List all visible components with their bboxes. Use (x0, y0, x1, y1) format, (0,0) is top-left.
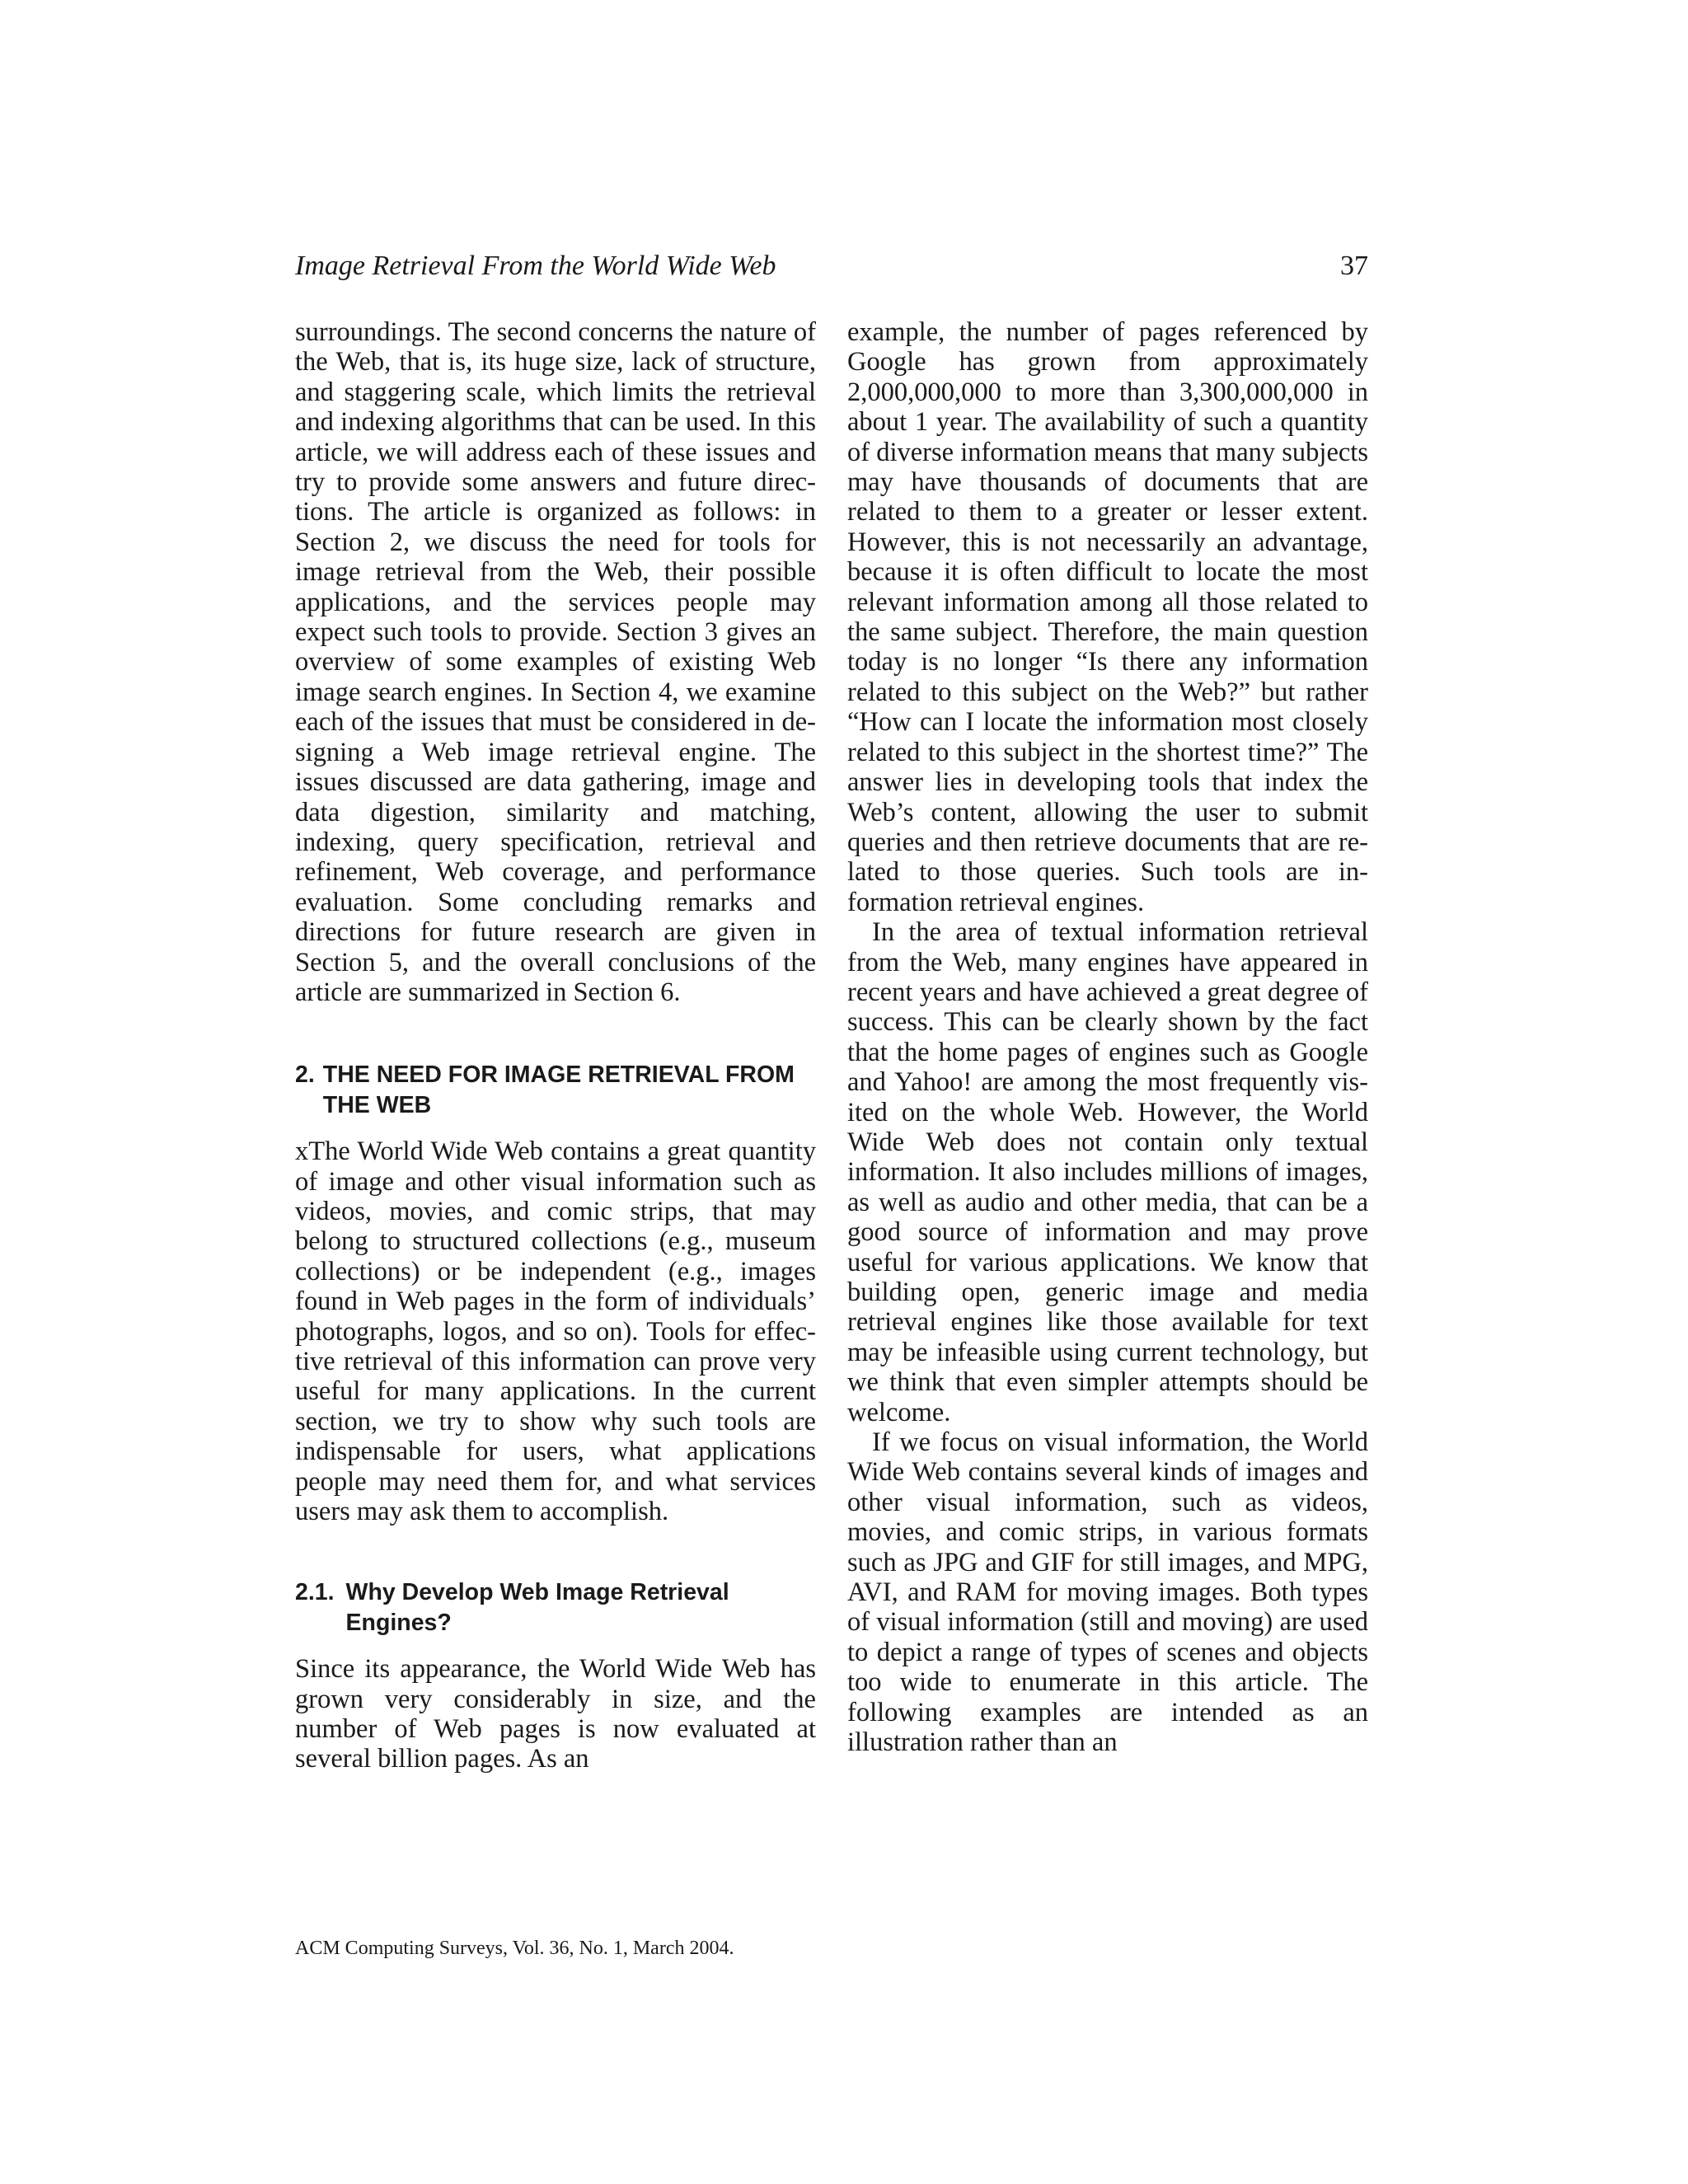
left-paragraph-2: xThe World Wide Web contains a great quantity of image and other visual information such as videos, movies, and comic strips, that may belong to structured collections (e.g., museum collections) or be independent (e.g., images found in Web pages in the form of individuals’ photographs, logos, and so on). Tools for effective retrieval of this information can prove very useful for many applications. In the current section, we try to show why such tools are indispensable for users, what applications people may need them for, and what services users may ask them to accomplish. (295, 1137, 816, 1527)
running-head (295, 246, 1368, 287)
section-2-1-number: 2.1. (295, 1579, 335, 1606)
section-2-heading (295, 1060, 816, 1120)
left-column (295, 317, 816, 1774)
section-2-title: THE NEED FOR IMAGE RETRIEVAL FROM THE WEB (322, 1062, 795, 1118)
right-paragraph-3: If we focus on visual information, the World Wide Web contains several kinds of images and other visual information, such as videos, movies, and comic strips, in various formats such as JPG and GIF for still images, and MPG, AVI, and RAM for moving images. Both types of visual information (still and moving) are used to depict a range of types of scenes and objects too wide to enumerate in this article. The following examples are intended as an illustration rather than an (847, 1427, 1368, 1758)
section-2-1-heading (295, 1577, 816, 1638)
right-column (847, 317, 1368, 1758)
section-2-1-title: Why Develop Web Image Retrieval Engines? (345, 1579, 729, 1636)
running-head-title: Image Retrieval From the World Wide Web (295, 251, 776, 281)
section-2-number: 2. (295, 1062, 315, 1089)
left-paragraph-3: Since its appearance, the World Wide Web has grown very considerably in size, and the number of Web pages is now evaluated at several billion pages. As an (295, 1654, 816, 1774)
page-number: 37 (1340, 251, 1368, 281)
left-paragraph-1: surroundings. The second concerns the nature of the Web, that is, its huge size, lack of structure, and staggering scale, which limits the retrieval and indexing algorithms that can be used. In this article, we will address each of these issues and try to provide some answers and future directions. The article is organized as follows: in Section 2, we discuss the need for tools for image retrieval from the Web, their possible applications, and the services people may expect such tools to provide. Section 3 gives an overview of some examples of existing Web image search engines. In Section 4, we examine each of the issues that must be considered in designing a Web image retrieval engine. The issues discussed are data gathering, image and data digestion, similarity and matching, indexing, query specification, retrieval and refinement, Web coverage, and performance evaluation. Some concluding remarks and directions for future research are given in Section 5, and the overall conclusions of the article are summarized in Section 6. (295, 317, 816, 1007)
right-paragraph-1: example, the number of pages referenced by Google has grown from approximately 2,000,000,000 to more than 3,300,000,000 in about 1 year. The availability of such a quantity of diverse information means that many subjects may have thousands of documents that are related to them to a greater or lesser extent. However, this is not necessarily an advantage, because it is often difficult to locate the most relevant information among all those related to the same subject. Therefore, the main question today is no longer “Is there any information related to this subject on the Web?” but rather “How can I locate the information most closely related to this subject in the shortest time?” The answer lies in developing tools that index the Web’s content, allowing the user to submit queries and then retrieve documents that are related to those queries. Such tools are information retrieval engines. (847, 317, 1368, 917)
footer-citation: ACM Computing Surveys, Vol. 36, No. 1, March 2004. (295, 1938, 734, 1959)
right-paragraph-2: In the area of textual information retrieval from the Web, many engines have appeared in recent years and have achieved a great degree of success. This can be clearly shown by the fact that the home pages of engines such as Google and Yahoo! are among the most frequently visited on the whole Web. However, the World Wide Web does not contain only textual information. It also includes millions of images, as well as audio and other media, that can be a good source of information and may prove useful for various applications. We know that building open, generic image and media retrieval engines like those available for text may be infeasible using current technology, but we think that even simpler attempts should be welcome. (847, 917, 1368, 1427)
